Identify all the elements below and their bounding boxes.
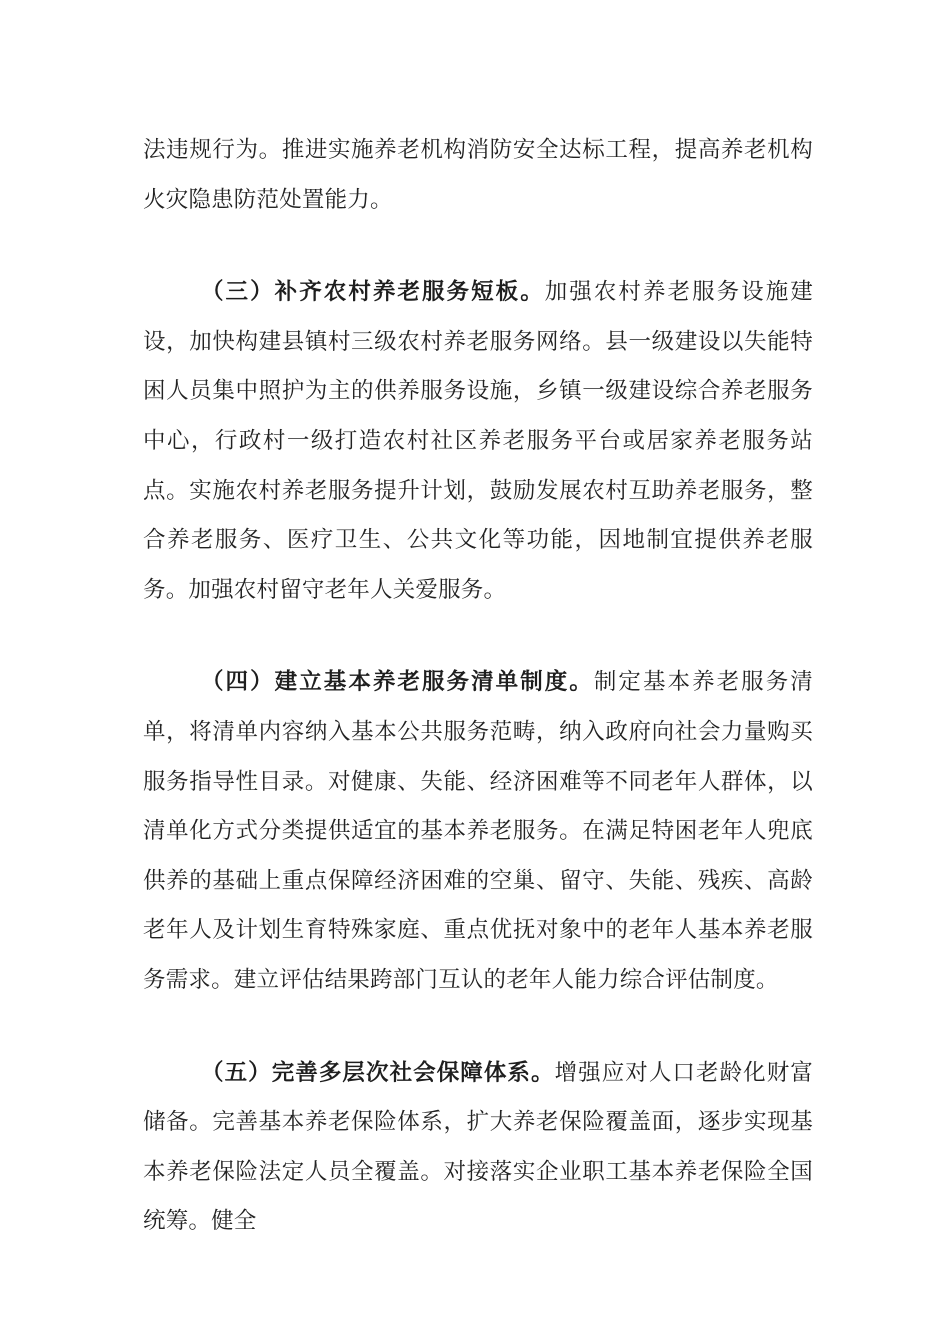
paragraph-body: 加强农村养老服务设施建设，加快构建县镇村三级农村养老服务网络。县一级建设以失能特困人员集中照护为主的供养服务设施，乡镇一级建设综合养老服务中心，行政村一级打造农村社区养老服务平台或居家养老服务站点。实施农村养老服务提升计划，鼓励发展农村互助养老服务，整合养老服务、医疗卫生、公共文化等功能，因地制宜提供养老服务。加强农村留守老年人关爱服务。 (143, 279, 813, 603)
paragraph-body: 制定基本养老服务清单，将清单内容纳入基本公共服务范畴，纳入政府向社会力量购买服务指导性目录。对健康、失能、经济困难等不同老年人群体，以清单化方式分类提供适宜的基本养老服务。在满足特困老年人兜底供养的基础上重点保障经济困难的空巢、留守、失能、残疾、高龄老年人及计划生育特殊家庭、重点优抚对象中的老年人基本养老服务需求。建立评估结果跨部门互认的老年人能力综合评估制度。 (143, 669, 813, 993)
paragraph-continuation (143, 126, 813, 225)
document-page (143, 126, 813, 1247)
paragraph-gap (143, 615, 813, 658)
paragraph-gap (143, 225, 813, 268)
section-heading: （四）建立基本养老服务清单制度。 (201, 669, 594, 696)
section-heading: （三）补齐农村养老服务短板。 (201, 279, 545, 306)
paragraph-body: 增强应对人口老龄化财富储备。完善基本养老保险体系，扩大养老保险覆盖面，逐步实现基本养老保险法定人员全覆盖。对接落实企业职工基本养老保险全国统筹。健全 (143, 1059, 813, 1235)
paragraph-section-3 (143, 268, 813, 615)
paragraph-body: 法违规行为。推进实施养老机构消防安全达标工程，提高养老机构火灾隐患防范处置能力。 (143, 137, 813, 213)
paragraph-gap (143, 1006, 813, 1049)
paragraph-section-5 (143, 1049, 813, 1247)
section-heading: （五）完善多层次社会保障体系。 (201, 1059, 555, 1086)
paragraph-section-4 (143, 658, 813, 1005)
